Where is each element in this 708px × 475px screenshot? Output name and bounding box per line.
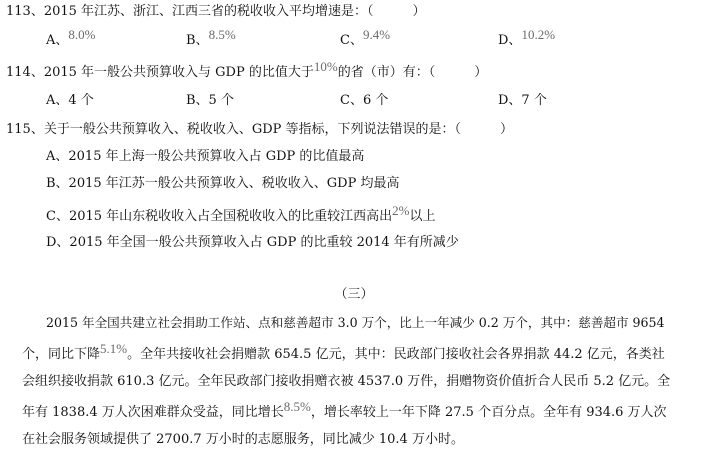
paragraph-line-4 — [22, 399, 702, 423]
q113-option-d — [498, 27, 556, 51]
paragraph-line-1: 2015 年全国共建立社会捐助工作站、点和慈善超市 3.0 万个，比上一年减少 0.2 万个，其中：慈善超市 9654 — [46, 315, 665, 330]
q115-option-c-text: C、2015 年山东税收收入占全国税收收入的比重较江西高出 — [46, 209, 393, 224]
option-label: A、 — [46, 33, 69, 48]
paragraph-text: 年有 1838.4 万人次困难群众受益，同比增长 — [22, 405, 284, 420]
paragraph-line-2 — [22, 341, 702, 365]
paragraph-line-5: 在社会服务领域提供了 2700.7 万小时的志愿服务，同比减少 10.4 万小时。 — [22, 432, 464, 447]
q115-stem: 115、关于一般公共预算收入、税收收入、GDP 等指标，下列说法错误的是：（ ） — [6, 122, 514, 137]
paragraph-text: 个，同比下降 — [22, 347, 101, 362]
section-heading: （三） — [334, 287, 374, 302]
q114-option-b: B、5 个 — [186, 93, 234, 108]
q113-option-a — [46, 27, 96, 51]
q114-stem-math: 10% — [313, 59, 338, 74]
option-value: 8.5% — [208, 27, 236, 42]
q114-option-a: A、4 个 — [46, 93, 94, 108]
paragraph-math: 5.1% — [100, 341, 128, 356]
q115-option-c-text-end: 以上 — [409, 209, 436, 224]
q114-option-c: C、6 个 — [340, 93, 389, 108]
q115-option-a: A、2015 年上海一般公共预算收入占 GDP 的比值最高 — [46, 149, 365, 164]
q115-option-c-math: 2% — [392, 203, 410, 218]
option-label: C、 — [340, 33, 363, 48]
q114-stem — [6, 59, 488, 83]
q113-option-c — [340, 27, 391, 51]
q113-stem: 113、2015 年江苏、浙江、江西三省的税收收入平均增速是：（ ） — [6, 4, 426, 19]
option-value: 9.4% — [362, 27, 391, 42]
paragraph-line-3: 会组织接收捐款 610.3 亿元。全年民政部门接收捐赠衣被 4537.0 万件，捐赠物资价值折合人民币 5.2 亿元。全 — [22, 374, 671, 389]
q115-option-b: B、2015 年江苏一般公共预算收入、税收收入、GDP 均最高 — [46, 176, 400, 191]
option-value: 10.2% — [521, 27, 556, 42]
paragraph-text-end: 。全年共接收社会捐赠款 654.5 亿元，其中：民政部门接收社会各界捐款 44.2 亿元，各类社 — [127, 347, 665, 362]
q114-option-d: D、7 个 — [498, 93, 547, 108]
option-label: D、 — [498, 33, 522, 48]
q114-stem-text: 114、2015 年一般公共预算收入与 GDP 的比值大于 — [6, 65, 314, 80]
q114-stem-text-end: 的省（市）有：（ ） — [337, 65, 488, 80]
q115-option-d: D、2015 年全国一般公共预算收入占 GDP 的比重较 2014 年有所减少 — [46, 235, 459, 250]
q115-option-c — [46, 203, 436, 227]
option-value: 8.0% — [68, 27, 96, 42]
paragraph-text-end: ，增长率较上一年下降 27.5 个百分点。全年有 934.6 万人次 — [310, 405, 667, 420]
q113-option-b — [186, 27, 236, 51]
option-label: B、 — [186, 33, 209, 48]
paragraph-math: 8.5% — [283, 399, 311, 414]
